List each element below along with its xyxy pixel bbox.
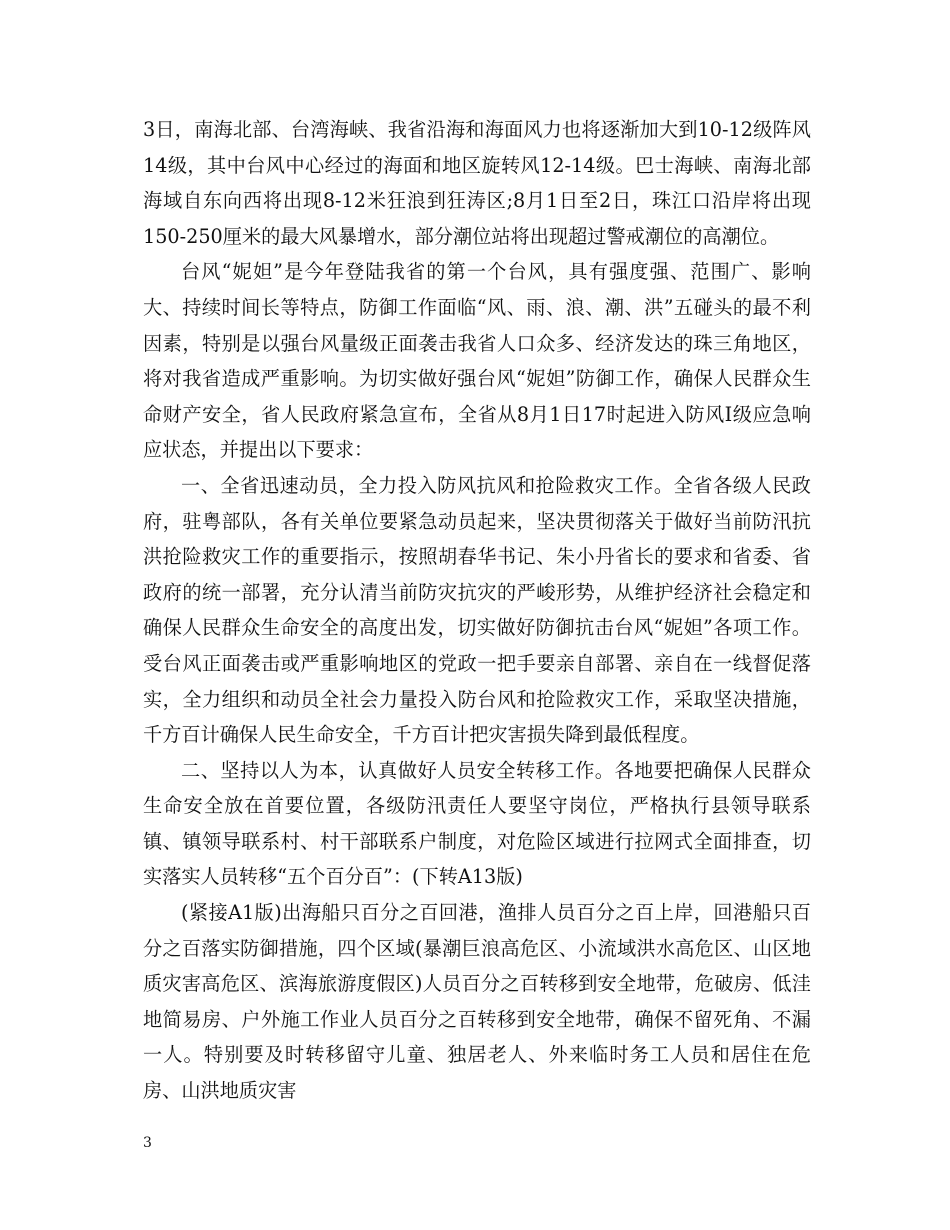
paragraph-continued-from-a1: (紧接A1版)出海船只百分之百回港，渔排人员百分之百上岸，回港船只百分之百落实防御措施，四个区域(暴潮巨浪高危区、小流域洪水高危区、山区地质灾害高危区、滨海旅游度假区)人员百分之百转移到安全地带，危破房、低洼地简易房、户外施工作业人员百分之百转移到安全地带，确保不留死角、不漏一人。特别要及时转移留守儿童、独居老人、外来临时务工人员和居住在危房、山洪地质灾害	[143, 901, 811, 1103]
document-body	[143, 112, 811, 1109]
paragraph-requirement-one: 一、全省迅速动员，全力投入防风抗风和抢险救灾工作。全省各级人民政府，驻粤部队，各有关单位要紧急动员起来，坚决贯彻落关于做好当前防汛抗洪抢险救灾工作的重要指示，按照胡春华书记、朱小丹省长的要求和省委、省政府的统一部署，充分认清当前防灾抗灾的严峻形势，从维护经济社会稳定和确保人民群众生命安全的高度出发，切实做好防御抗击台风“妮妲”各项工作。受台风正面袭击或严重影响地区的党政一把手要亲自部署、亲自在一线督促落实，全力组织和动员全社会力量投入防台风和抢险救灾工作，采取坚决措施，千方百计确保人民生命安全，千方百计把灾害损失降到最低程度。	[143, 473, 811, 747]
paragraph-requirement-two: 二、坚持以人为本，认真做好人员安全转移工作。各地要把确保人民群众生命安全放在首要位置，各级防汛责任人要坚守岗位，严格执行县领导联系镇、镇领导联系村、村干部联系户制度，对危险区域进行拉网式全面排查，切实落实人员转移“五个百分百”：(下转A13版)	[143, 758, 811, 889]
page-number: 3	[143, 1135, 152, 1151]
paragraph-continuation: 3日，南海北部、台湾海峡、我省沿海和海面风力也将逐渐加大到10-12级阵风14级，其中台风中心经过的海面和地区旋转风12-14级。巴士海峡、南海北部海域自东向西将出现8-12米狂浪到狂涛区;8月1日至2日，珠江口沿岸将出现150-250厘米的最大风暴增水，部分潮位站将出现超过警戒潮位的高潮位。	[143, 118, 811, 248]
paragraph-typhoon-overview: 台风“妮妲”是今年登陆我省的第一个台风，具有强度强、范围广、影响大、持续时间长等特点，防御工作面临“风、雨、浪、潮、洪”五碰头的最不利因素，特别是以强台风量级正面袭击我省人口众多、经济发达的珠三角地区，将对我省造成严重影响。为切实做好强台风“妮妲”防御工作，确保人民群众生命财产安全，省人民政府紧急宣布，全省从8月1日17时起进入防风Ⅰ级应急响应状态，并提出以下要求：	[143, 260, 811, 462]
